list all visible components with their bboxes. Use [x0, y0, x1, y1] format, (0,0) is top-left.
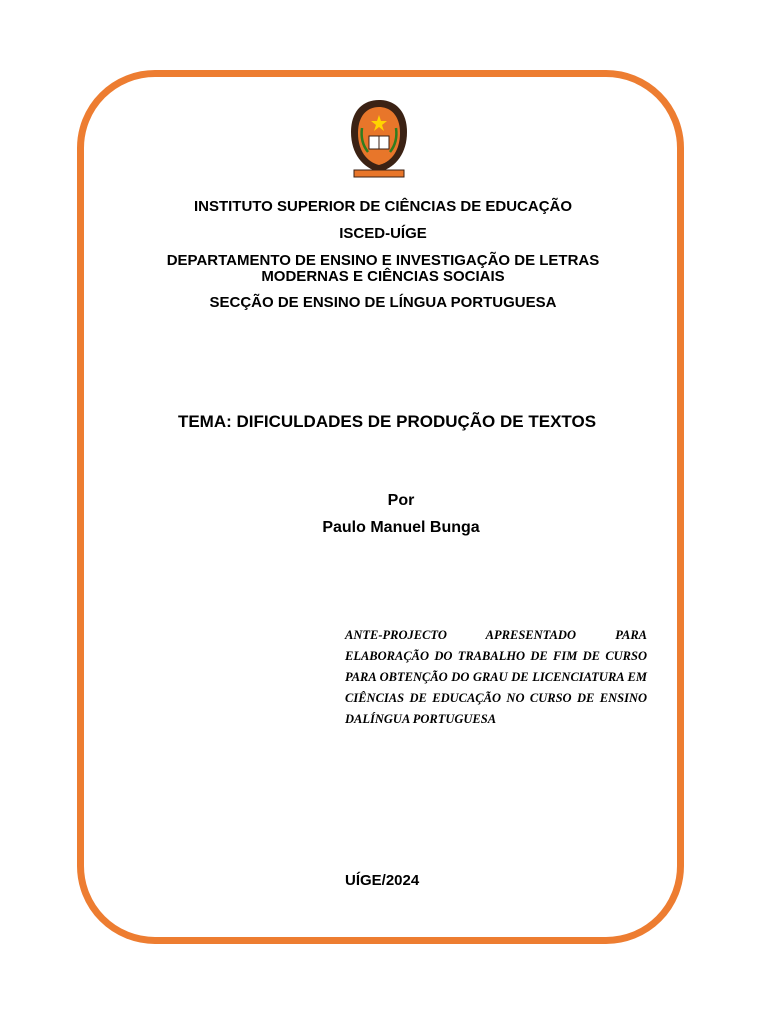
author-name: Paulo Manuel Bunga	[322, 519, 480, 536]
department-line-2: MODERNAS E CIÊNCIAS SOCIAIS	[261, 268, 505, 285]
thesis-topic: TEMA: DIFICULDADES DE PRODUÇÃO DE TEXTOS	[177, 412, 597, 431]
institution-seal-logo	[348, 98, 410, 180]
institution-name: INSTITUTO SUPERIOR DE CIÊNCIAS DE EDUCAÇÃO	[193, 198, 573, 215]
department-name	[100, 253, 666, 285]
project-description: ANTE-PROJECTO APRESENTADO PARA ELABORAÇÃO DO TRABALHO DE FIM DE CURSO PARA OBTENÇÃO DO GRAU DE LICENCIATURA EM CIÊNCIAS DE EDUCAÇÃO NO CURSO DE ENSINO DALÍNGUA PORTUGUESA	[345, 628, 647, 726]
by-label: Por	[387, 492, 415, 509]
place-and-date: UÍGE/2024	[345, 872, 420, 889]
institution-acronym: ISCED-UÍGE	[339, 225, 427, 242]
department-line-1: DEPARTAMENTO DE ENSINO E INVESTIGAÇÃO DE LETRAS	[166, 252, 600, 269]
section-name: SECÇÃO DE ENSINO DE LÍNGUA PORTUGUESA	[209, 294, 557, 311]
